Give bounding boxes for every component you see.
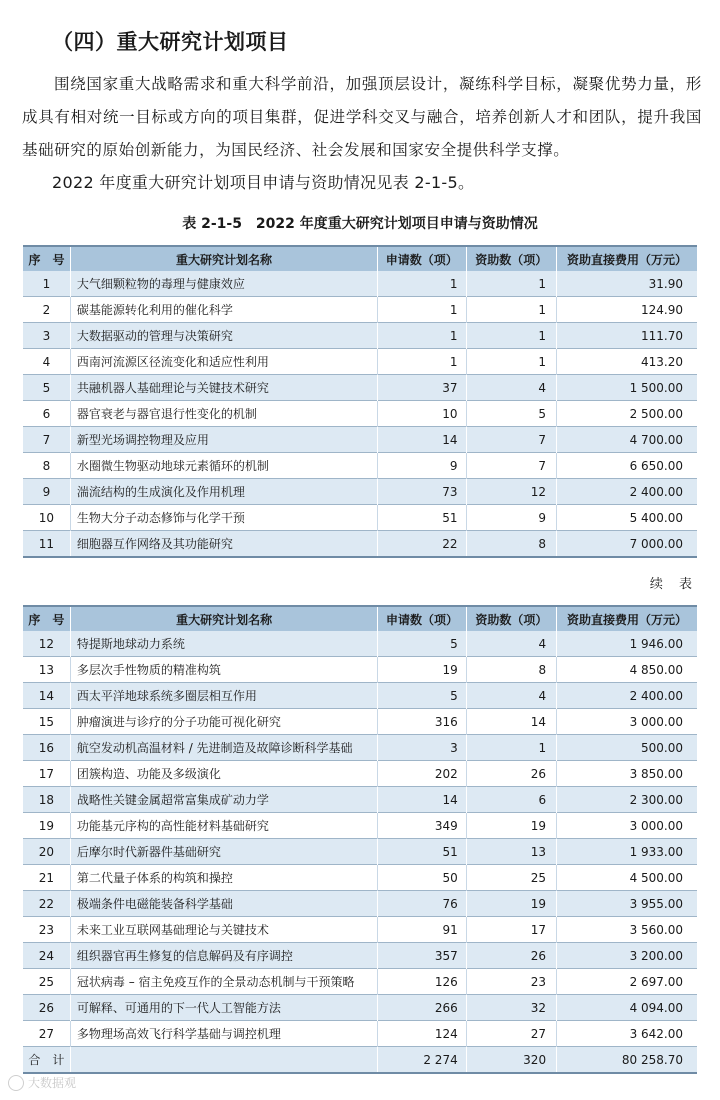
cell-no: 4 — [23, 349, 70, 375]
cell-no: 3 — [23, 323, 70, 349]
cell-name: 水圈微生物驱动地球元素循环的机制 — [70, 453, 377, 479]
cell-cost: 5 400.00 — [556, 505, 697, 531]
cell-name: 西南河流源区径流变化和适应性利用 — [70, 349, 377, 375]
table-row — [23, 813, 697, 839]
cell-name: 大气细颗粒物的毒理与健康效应 — [70, 271, 377, 297]
table-row — [23, 683, 697, 709]
cell-funded: 7 — [466, 453, 556, 479]
cell-cost: 2 400.00 — [556, 479, 697, 505]
cell-applications: 14 — [378, 427, 467, 453]
cell-name: 冠状病毒 – 宿主免疫互作的全景动态机制与干预策略 — [70, 969, 377, 995]
table-reference-sentence: 2022 年度重大研究计划项目申请与资助情况见表 2-1-5。 — [52, 173, 475, 192]
cell-applications: 73 — [378, 479, 467, 505]
cell-applications: 316 — [378, 709, 466, 735]
table-row — [23, 969, 697, 995]
cell-cost: 4 700.00 — [556, 427, 697, 453]
intro-paragraph: 围绕国家重大战略需求和重大科学前沿，加强顶层设计，凝练科学目标，凝聚优势力量，形成具有相对统一目标或方向的项目集群，促进学科交叉与融合，培养创新人才和团队，提升我国基础研究的原始创新能力，为国民经济、社会发展和国家安全提供科学支撑。 — [22, 75, 702, 159]
cell-no: 13 — [23, 657, 70, 683]
cell-applications: 9 — [378, 453, 467, 479]
header-funded: 资助数（项） — [466, 606, 556, 631]
table-header-row — [23, 246, 697, 271]
cell-no: 21 — [23, 865, 70, 891]
cell-name: 西太平洋地球系统多圈层相互作用 — [70, 683, 377, 709]
cell-name: 团簇构造、功能及多级演化 — [70, 761, 377, 787]
cell-cost: 4 500.00 — [557, 865, 697, 891]
cell-cost: 31.90 — [556, 271, 697, 297]
cell-cost: 3 000.00 — [557, 813, 697, 839]
cell-applications: 126 — [378, 969, 466, 995]
table-row — [23, 375, 697, 401]
cell-no: 20 — [23, 839, 70, 865]
funding-table-part2 — [23, 605, 697, 1074]
cell-no: 24 — [23, 943, 70, 969]
cell-no: 22 — [23, 891, 70, 917]
table-header-row — [23, 606, 697, 631]
cell-no: 1 — [23, 271, 70, 297]
cell-no: 7 — [23, 427, 70, 453]
cell-name: 第二代量子体系的构筑和操控 — [70, 865, 377, 891]
table-row — [23, 453, 697, 479]
cell-no: 18 — [23, 787, 70, 813]
cell-applications: 5 — [378, 683, 466, 709]
cell-funded: 5 — [466, 401, 556, 427]
header-no: 序 号 — [23, 606, 70, 631]
cell-applications: 76 — [378, 891, 466, 917]
cell-funded: 4 — [466, 683, 556, 709]
cell-no: 2 — [23, 297, 70, 323]
cell-cost: 1 933.00 — [557, 839, 697, 865]
cell-name: 器官衰老与器官退行性变化的机制 — [70, 401, 377, 427]
cell-funded: 19 — [466, 891, 556, 917]
cell-cost: 2 400.00 — [557, 683, 697, 709]
cell-applications: 1 — [378, 271, 467, 297]
cell-applications: 5 — [378, 631, 466, 657]
cell-no: 5 — [23, 375, 70, 401]
table-row — [23, 505, 697, 531]
table-row — [23, 657, 697, 683]
cell-cost: 111.70 — [556, 323, 697, 349]
cell-no: 27 — [23, 1021, 70, 1047]
header-no: 序 号 — [23, 246, 70, 271]
cell-cost: 2 697.00 — [557, 969, 697, 995]
cell-funded: 12 — [466, 479, 556, 505]
cell-applications: 124 — [378, 1021, 466, 1047]
cell-cost: 3 955.00 — [557, 891, 697, 917]
cell-name: 肿瘤演进与诊疗的分子功能可视化研究 — [70, 709, 377, 735]
table-row — [23, 271, 697, 297]
table-row — [23, 297, 697, 323]
section-heading: （四）重大研究计划项目 — [52, 30, 289, 54]
cell-name: 极端条件电磁能装备科学基础 — [70, 891, 377, 917]
table-row — [23, 865, 697, 891]
cell-funded: 6 — [466, 787, 556, 813]
cell-funded: 1 — [466, 297, 556, 323]
cell-applications: 50 — [378, 865, 466, 891]
cell-applications: 1 — [378, 323, 467, 349]
cell-no: 26 — [23, 995, 70, 1021]
total-cost: 80 258.70 — [557, 1047, 697, 1074]
cell-funded: 1 — [466, 349, 556, 375]
cell-cost: 2 300.00 — [557, 787, 697, 813]
cell-funded: 4 — [466, 631, 556, 657]
cell-name: 细胞器互作网络及其功能研究 — [70, 531, 377, 558]
table-row — [23, 891, 697, 917]
table-row — [23, 479, 697, 505]
cell-cost: 3 642.00 — [557, 1021, 697, 1047]
table-row — [23, 427, 697, 453]
total-funded: 320 — [466, 1047, 556, 1074]
table-row — [23, 531, 697, 558]
cell-applications: 91 — [378, 917, 466, 943]
table-row — [23, 735, 697, 761]
header-name: 重大研究计划名称 — [70, 606, 377, 631]
cell-name: 组织器官再生修复的信息解码及有序调控 — [70, 943, 377, 969]
table-total-row — [23, 1047, 697, 1074]
watermark-logo-icon — [8, 1075, 24, 1091]
cell-applications: 1 — [378, 297, 467, 323]
table-row — [23, 943, 697, 969]
cell-no: 12 — [23, 631, 70, 657]
watermark-text: 大数据观 — [28, 1076, 77, 1090]
cell-name: 湍流结构的生成演化及作用机理 — [70, 479, 377, 505]
cell-applications: 37 — [378, 375, 467, 401]
header-cost: 资助直接费用（万元） — [557, 606, 697, 631]
header-applications: 申请数（项） — [378, 246, 467, 271]
cell-applications: 10 — [378, 401, 467, 427]
header-funded: 资助数（项） — [466, 246, 556, 271]
cell-no: 11 — [23, 531, 70, 558]
table-row — [23, 787, 697, 813]
cell-applications: 22 — [378, 531, 467, 558]
cell-name: 共融机器人基础理论与关键技术研究 — [70, 375, 377, 401]
cell-funded: 7 — [466, 427, 556, 453]
cell-funded: 9 — [466, 505, 556, 531]
cell-cost: 1 500.00 — [556, 375, 697, 401]
cell-cost: 3 000.00 — [557, 709, 697, 735]
cell-name: 碳基能源转化利用的催化科学 — [70, 297, 377, 323]
continued-label: 续 表 — [649, 577, 698, 592]
cell-cost: 500.00 — [557, 735, 697, 761]
cell-funded: 25 — [466, 865, 556, 891]
cell-applications: 349 — [378, 813, 466, 839]
cell-no: 14 — [23, 683, 70, 709]
cell-funded: 19 — [466, 813, 556, 839]
cell-funded: 4 — [466, 375, 556, 401]
cell-no: 9 — [23, 479, 70, 505]
total-applications: 2 274 — [378, 1047, 466, 1074]
cell-funded: 8 — [466, 531, 556, 558]
table-row — [23, 709, 697, 735]
funding-table-part1 — [23, 245, 697, 558]
cell-cost: 4 094.00 — [557, 995, 697, 1021]
cell-funded: 1 — [466, 735, 556, 761]
cell-no: 16 — [23, 735, 70, 761]
cell-funded: 32 — [466, 995, 556, 1021]
cell-no: 25 — [23, 969, 70, 995]
cell-applications: 19 — [378, 657, 466, 683]
cell-cost: 1 946.00 — [557, 631, 697, 657]
cell-funded: 27 — [466, 1021, 556, 1047]
cell-applications: 1 — [378, 349, 467, 375]
cell-applications: 202 — [378, 761, 466, 787]
cell-name: 大数据驱动的管理与决策研究 — [70, 323, 377, 349]
cell-name: 航空发动机高温材料 / 先进制造及故障诊断科学基础 — [70, 735, 377, 761]
cell-funded: 26 — [466, 761, 556, 787]
table-row — [23, 1021, 697, 1047]
cell-applications: 266 — [378, 995, 466, 1021]
header-cost: 资助直接费用（万元） — [556, 246, 697, 271]
cell-applications: 357 — [378, 943, 466, 969]
cell-cost: 2 500.00 — [556, 401, 697, 427]
cell-funded: 23 — [466, 969, 556, 995]
table-row — [23, 917, 697, 943]
cell-no: 10 — [23, 505, 70, 531]
cell-name: 生物大分子动态修饰与化学干预 — [70, 505, 377, 531]
header-name: 重大研究计划名称 — [70, 246, 377, 271]
total-label: 合 计 — [23, 1047, 70, 1074]
cell-name: 未来工业互联网基础理论与关键技术 — [70, 917, 377, 943]
cell-cost: 124.90 — [556, 297, 697, 323]
cell-name: 多层次手性物质的精准构筑 — [70, 657, 377, 683]
cell-no: 8 — [23, 453, 70, 479]
cell-applications: 51 — [378, 839, 466, 865]
cell-cost: 3 850.00 — [557, 761, 697, 787]
table-row — [23, 761, 697, 787]
cell-funded: 1 — [466, 271, 556, 297]
cell-no: 6 — [23, 401, 70, 427]
cell-no: 17 — [23, 761, 70, 787]
cell-applications: 14 — [378, 787, 466, 813]
table-row — [23, 349, 697, 375]
cell-name: 功能基元序构的高性能材料基础研究 — [70, 813, 377, 839]
table-row — [23, 323, 697, 349]
cell-cost: 3 560.00 — [557, 917, 697, 943]
cell-name: 战略性关键金属超常富集成矿动力学 — [70, 787, 377, 813]
cell-cost: 6 650.00 — [556, 453, 697, 479]
cell-applications: 51 — [378, 505, 467, 531]
cell-funded: 26 — [466, 943, 556, 969]
cell-name: 可解释、可通用的下一代人工智能方法 — [70, 995, 377, 1021]
table-caption: 表 2-1-5 2022 年度重大研究计划项目申请与资助情况 — [182, 216, 538, 232]
header-applications: 申请数（项） — [378, 606, 466, 631]
table-row — [23, 401, 697, 427]
cell-no: 23 — [23, 917, 70, 943]
cell-cost: 7 000.00 — [556, 531, 697, 558]
cell-funded: 8 — [466, 657, 556, 683]
cell-name: 后摩尔时代新器件基础研究 — [70, 839, 377, 865]
cell-no: 19 — [23, 813, 70, 839]
watermark — [8, 1074, 76, 1091]
cell-funded: 14 — [466, 709, 556, 735]
table-row — [23, 631, 697, 657]
cell-no: 15 — [23, 709, 70, 735]
cell-name: 新型光场调控物理及应用 — [70, 427, 377, 453]
cell-cost: 3 200.00 — [557, 943, 697, 969]
cell-funded: 1 — [466, 323, 556, 349]
table-row — [23, 995, 697, 1021]
cell-name: 多物理场高效飞行科学基础与调控机理 — [70, 1021, 377, 1047]
cell-applications: 3 — [378, 735, 466, 761]
cell-funded: 13 — [466, 839, 556, 865]
cell-funded: 17 — [466, 917, 556, 943]
cell-cost: 413.20 — [556, 349, 697, 375]
total-name-blank — [70, 1047, 377, 1074]
table-row — [23, 839, 697, 865]
cell-name: 特提斯地球动力系统 — [70, 631, 377, 657]
cell-cost: 4 850.00 — [557, 657, 697, 683]
